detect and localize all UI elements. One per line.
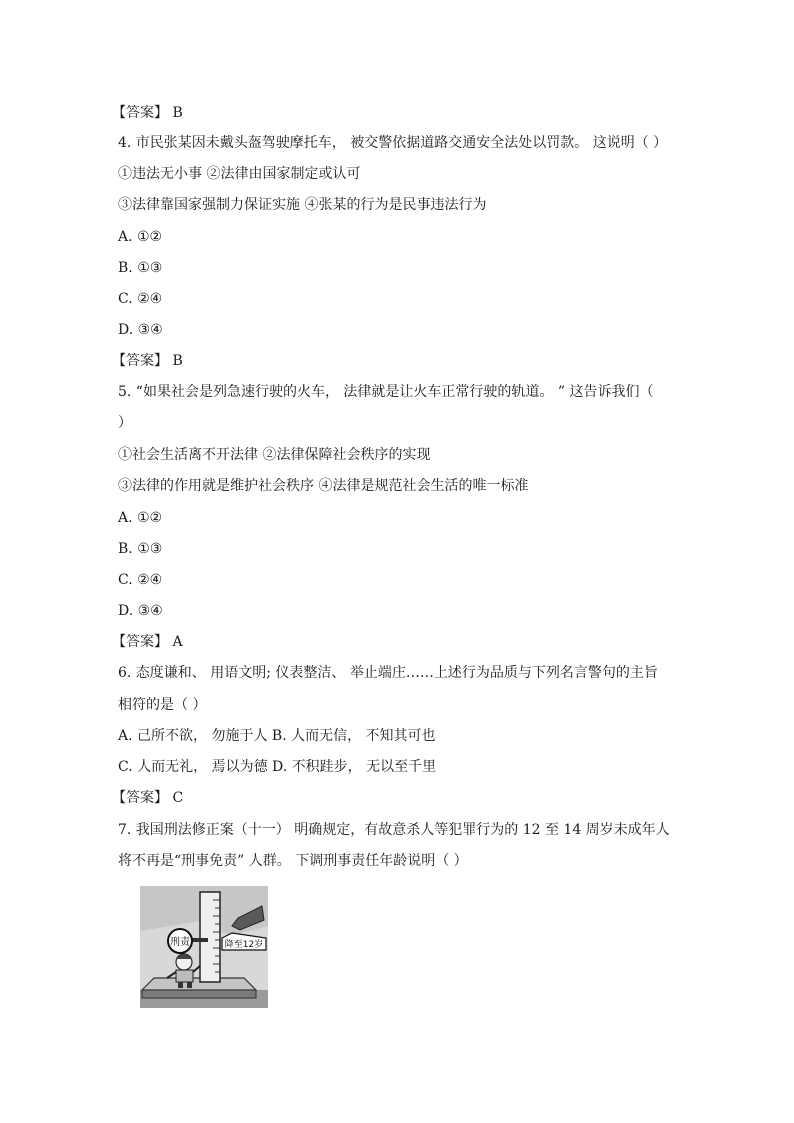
question-7-stem-2: 将不再是“刑事免责” 人群。 下调刑事责任年龄说明（ ） (118, 853, 468, 869)
question-5-answer: 【答案】 A (112, 634, 183, 650)
question-6-stem-1: 6. 态度谦和、 用语文明; 仪表整洁、 举止端庄……上述行为品质与下列名言警句的主旨 (118, 665, 658, 681)
question-6-options-cd: C. 人而无礼， 焉以为德 D. 不积跬步， 无以至千里 (118, 759, 437, 775)
question-6-answer: 【答案】 C (112, 790, 184, 806)
question-4-option-b: B. ①③ (118, 260, 163, 276)
question-7-stem-1: 7. 我国刑法修正案（十一） 明确规定，有故意杀人等犯罪行为的 12 至 14 周岁未成年人 (118, 822, 670, 838)
question-6-stem-2: 相符的是（ ） (118, 697, 207, 713)
question-5-stem-2: ） (118, 415, 132, 431)
question-7-illustration (140, 886, 268, 1008)
question-4-statements-2: ③法律靠国家强制力保证实施 ④张某的行为是民事违法行为 (118, 197, 487, 213)
question-5-option-b: B. ①③ (118, 541, 163, 557)
question-4-option-a: A. ①② (118, 229, 163, 245)
question-5-stem-1: 5. “如果社会是列急速行驶的火车， 法律就是让火车正常行驶的轨道。 ” 这告诉我们（ (118, 384, 654, 400)
question-5-option-c: C. ②④ (118, 572, 163, 588)
question-4-statements-1: ①违法无小事 ②法律由国家制定或认可 (118, 166, 361, 182)
answer-label: 【答案】 B (112, 105, 183, 121)
cartoon-image (140, 886, 268, 1008)
question-5-statements-2: ③法律的作用就是维护社会秩序 ④法律是规范社会生活的唯一标准 (118, 478, 529, 494)
question-5-statements-1: ①社会生活离不开法律 ②法律保障社会秩序的实现 (118, 447, 431, 463)
question-5-option-a: A. ①② (118, 510, 163, 526)
question-4-answer: 【答案】 B (112, 353, 183, 369)
question-5-option-d: D. ③④ (118, 603, 163, 619)
sign-label: 降至12岁 (224, 940, 264, 950)
question-6-options-ab: A. 己所不欲， 勿施于人 B. 人而无信， 不知其可也 (118, 728, 436, 744)
question-4-option-c: C. ②④ (118, 291, 163, 307)
circle-label: 刑责 (170, 937, 190, 948)
question-4-stem: 4. 市民张某因未戴头盔驾驶摩托车， 被交警依据道路交通安全法处以罚款。 这说明（ ） (118, 135, 668, 151)
question-4-option-d: D. ③④ (118, 322, 163, 338)
